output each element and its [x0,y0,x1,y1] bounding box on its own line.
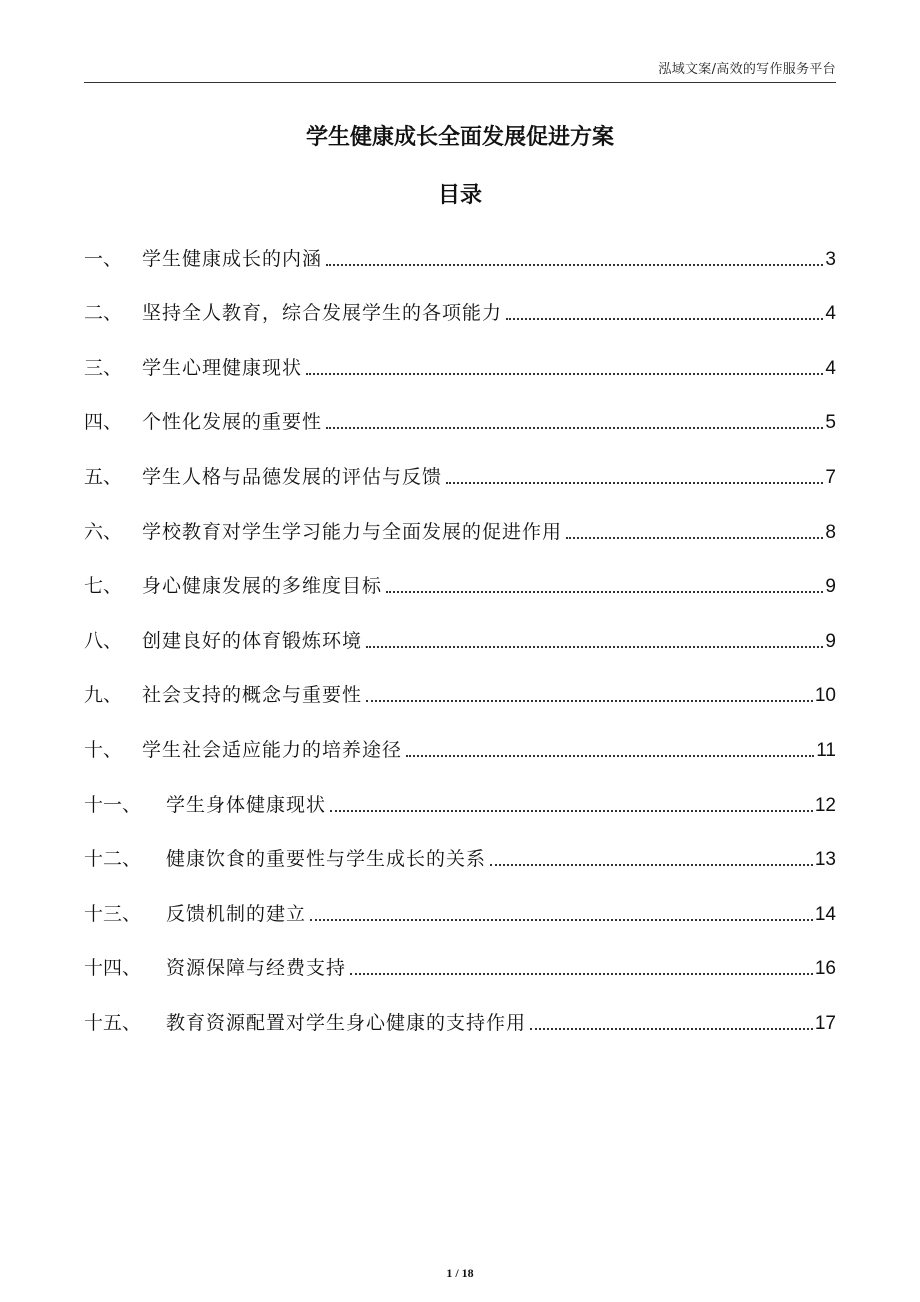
toc-entry-label: 坚持全人教育，综合发展学生的各项能力 [142,302,503,325]
toc-entry-page: 11 [816,739,836,761]
toc-entry[interactable] [84,448,836,503]
toc-entry-page: 4 [825,303,836,325]
toc-entry-page: 13 [814,849,836,871]
toc-entry-number: 七、 [84,575,123,598]
toc-dot-leader [506,318,823,320]
page-number-indicator: 1 / 18 [446,1266,474,1280]
toc-dot-leader [326,264,823,266]
toc-entry[interactable] [84,394,836,449]
toc-entry-page: 12 [814,794,836,816]
toc-entry-number: 三、 [84,356,123,379]
toc-entry-label: 学校教育对学生学习能力与全面发展的促进作用 [142,520,563,543]
toc-entry-label: 学生健康成长的内涵 [142,247,323,270]
toc-entry[interactable] [84,885,836,940]
document-title: 学生健康成长全面发展促进方案 [305,125,614,150]
toc-dot-leader [366,646,823,648]
toc-entry-page: 4 [825,357,836,379]
toc-entry-page: 8 [825,521,836,543]
toc-entry-label: 社会支持的概念与重要性 [142,684,363,707]
toc-entry-label: 学生人格与品德发展的评估与反馈 [142,465,443,488]
toc-entry-page: 17 [814,1012,836,1034]
toc-entry[interactable] [84,940,836,995]
toc-dot-leader [306,373,823,375]
toc-entry-number: 十五、 [84,1011,142,1034]
toc-entry-number: 十一、 [84,793,142,816]
toc-entry-page: 9 [825,576,836,598]
toc-entry-label: 学生社会适应能力的培养途径 [142,738,403,761]
toc-entry[interactable] [84,612,836,667]
toc-entry-number: 十三、 [84,902,142,925]
toc-entry-label: 教育资源配置对学生身心健康的支持作用 [166,1011,527,1034]
toc-entry[interactable] [84,721,836,776]
toc-entry-number: 二、 [84,302,123,325]
toc-entry[interactable] [84,230,836,285]
toc-entry-label: 身心健康发展的多维度目标 [142,575,383,598]
toc-dot-leader [446,482,823,484]
toc-entry-label: 个性化发展的重要性 [142,411,323,434]
toc-heading: 目录 [437,183,482,208]
toc-entry-number: 十四、 [84,957,142,980]
toc-entry-number: 一、 [84,247,123,270]
toc-entry[interactable] [84,994,836,1049]
toc-entry-number: 十二、 [84,848,142,871]
toc-entry-number: 五、 [84,465,123,488]
toc-dot-leader [386,591,823,593]
toc-dot-leader [566,537,823,539]
toc-entry-number: 六、 [84,520,123,543]
toc-dot-leader [490,864,813,866]
toc-entry-number: 十、 [84,738,123,761]
header-divider [84,82,836,83]
toc-entry-label: 健康饮食的重要性与学生成长的关系 [166,848,487,871]
toc-entry[interactable] [84,667,836,722]
toc-entry-number: 四、 [84,411,123,434]
toc-dot-leader [326,427,823,429]
toc-dot-leader [406,755,814,757]
table-of-contents [84,230,836,1049]
toc-entry-page: 3 [825,248,836,270]
toc-dot-leader [330,810,813,812]
toc-entry-page: 5 [825,412,836,434]
toc-entry-number: 九、 [84,684,123,707]
toc-entry[interactable] [84,776,836,831]
toc-entry-page: 9 [825,630,836,652]
toc-entry-label: 资源保障与经费支持 [166,957,347,980]
toc-entry[interactable] [84,503,836,558]
toc-dot-leader [310,919,813,921]
toc-dot-leader [366,700,813,702]
toc-entry-page: 14 [814,903,836,925]
toc-entry-label: 反馈机制的建立 [166,902,307,925]
toc-entry-label: 学生身体健康现状 [166,793,327,816]
toc-entry-page: 16 [814,958,836,980]
page-header-text: 泓域文案/高效的写作服务平台 [658,62,836,77]
toc-entry-page: 10 [814,685,836,707]
toc-entry[interactable] [84,831,836,886]
toc-entry[interactable] [84,339,836,394]
toc-entry[interactable] [84,285,836,340]
toc-entry[interactable] [84,558,836,613]
toc-entry-label: 学生心理健康现状 [142,356,303,379]
toc-entry-label: 创建良好的体育锻炼环境 [142,629,363,652]
toc-dot-leader [530,1028,813,1030]
toc-entry-number: 八、 [84,629,123,652]
toc-dot-leader [350,973,813,975]
toc-entry-page: 7 [825,466,836,488]
